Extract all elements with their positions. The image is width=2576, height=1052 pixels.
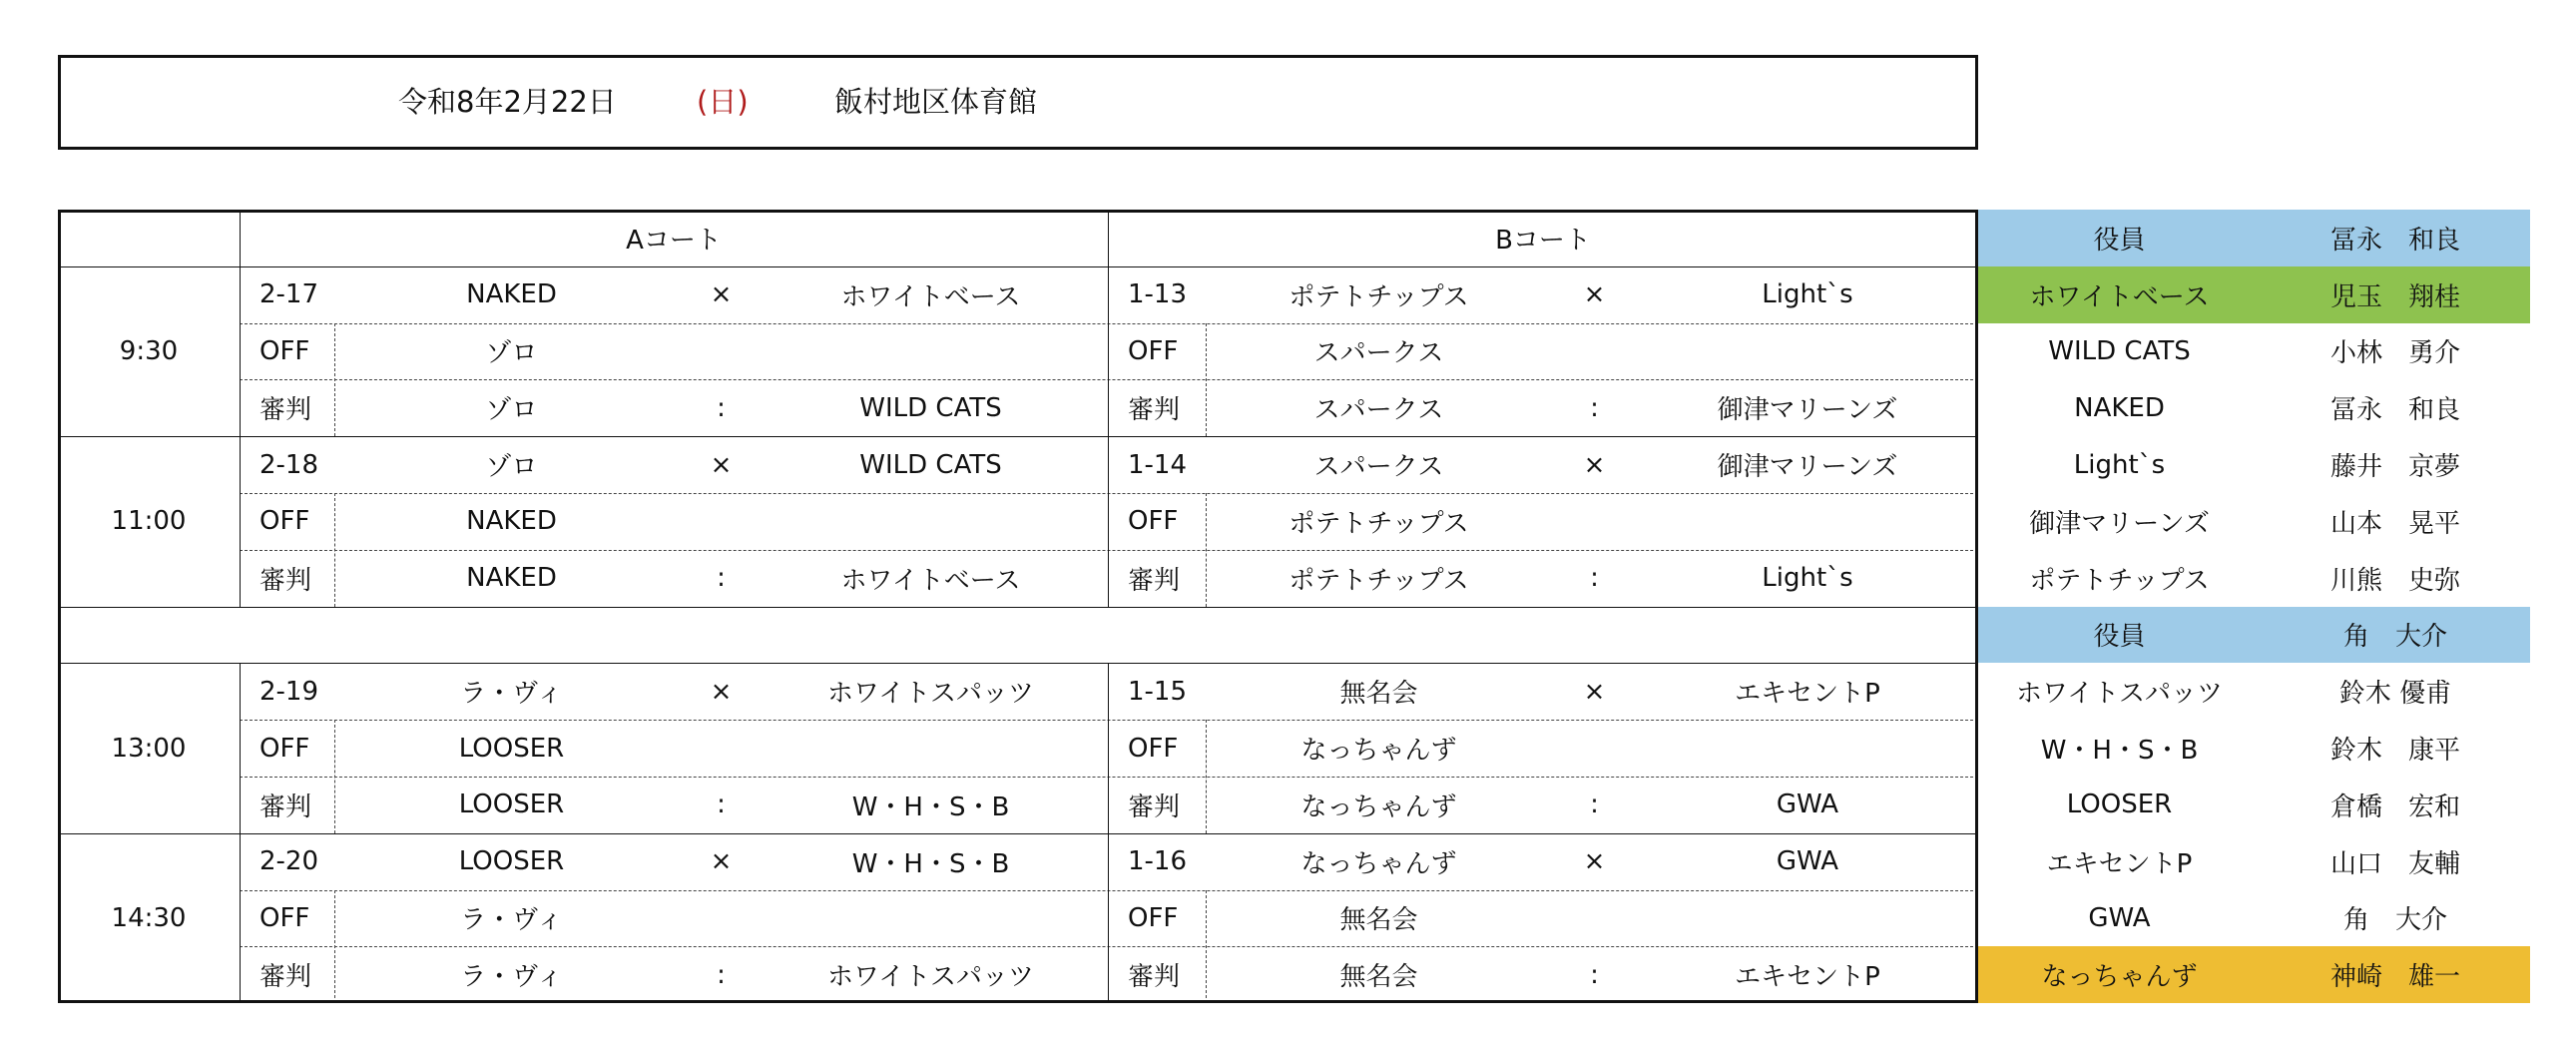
referee-label: 審判	[259, 962, 312, 993]
off-team: NAKED	[466, 506, 557, 537]
off-team: LOOSER	[458, 733, 565, 764]
referee-team-2: ホワイトベース	[840, 565, 1021, 596]
match-team-2: ホワイトスパッツ	[827, 679, 1034, 710]
match-team-1: ポテトチップス	[1288, 281, 1469, 312]
court-a-header: Aコート	[626, 225, 722, 256]
referee-team-1: ラ・ヴィ	[460, 962, 563, 993]
referee-team-2: エキセントP	[1735, 962, 1880, 993]
official-team: WILD CATS	[2048, 335, 2191, 366]
official-team: NAKED	[2074, 392, 2165, 423]
referee-label: 審判	[1128, 565, 1181, 596]
officials-header-label: 役員	[1978, 607, 2261, 664]
colon-mark: :	[717, 563, 726, 594]
row-divider	[240, 890, 1978, 891]
match-team-2: W・H・S・B	[851, 848, 1010, 879]
off-label: OFF	[259, 902, 310, 933]
referee-team-2: 御津マリーンズ	[1717, 395, 1898, 426]
official-name: 冨永 和良	[2329, 395, 2460, 426]
colon-mark: :	[1590, 392, 1599, 423]
court-b-header: Bコート	[1495, 225, 1591, 256]
official-team: W・H・S・B	[2040, 736, 2199, 767]
off-team: 無名会	[1339, 905, 1418, 936]
official-team: ホワイトベース	[1978, 266, 2261, 323]
official-team: GWA	[2088, 902, 2151, 933]
referee-team-2: W・H・S・B	[851, 791, 1010, 822]
match-number: 1-14	[1128, 449, 1188, 480]
referee-team-1: 無名会	[1339, 962, 1418, 993]
colon-mark: :	[1590, 789, 1599, 820]
row-divider	[240, 720, 1978, 721]
column-divider	[1206, 323, 1207, 437]
row-divider	[58, 266, 1978, 267]
colon-mark: :	[717, 959, 726, 990]
off-label: OFF	[259, 506, 310, 537]
referee-team-1: ゾロ	[485, 395, 538, 426]
official-team: ホワイトスパッツ	[2016, 679, 2223, 710]
off-label: OFF	[1128, 335, 1179, 366]
match-number: 2-17	[259, 279, 319, 310]
referee-team-1: LOOSER	[458, 789, 565, 820]
row-divider	[58, 663, 1978, 664]
match-number: 1-16	[1128, 846, 1188, 877]
column-divider	[334, 493, 335, 607]
referee-label: 審判	[259, 791, 312, 822]
column-divider	[334, 323, 335, 437]
event-venue: 飯村地区体育館	[834, 85, 1038, 119]
referee-team-1: ポテトチップス	[1288, 565, 1469, 596]
row-divider	[240, 550, 1978, 551]
match-number: 2-20	[259, 846, 319, 877]
column-divider	[1206, 720, 1207, 833]
match-team-1: なっちゃんず	[1300, 848, 1457, 879]
off-team: ゾロ	[485, 338, 538, 369]
match-team-1: 無名会	[1339, 679, 1418, 710]
official-team: LOOSER	[2066, 789, 2173, 820]
off-team: ポテトチップス	[1288, 508, 1469, 539]
official-name: 鈴木 優甫	[2338, 679, 2452, 710]
versus-mark: ×	[710, 676, 733, 707]
column-divider	[1108, 663, 1109, 1003]
colon-mark: :	[1590, 959, 1599, 990]
referee-team-2: GWA	[1776, 789, 1839, 820]
column-divider	[334, 720, 335, 833]
match-team-1: ゾロ	[485, 452, 538, 483]
officials-header-name: 冨永 和良	[2261, 210, 2530, 266]
referee-label: 審判	[1128, 395, 1181, 426]
official-name: 児玉 翔桂	[2261, 266, 2530, 323]
official-name: 山本 晃平	[2329, 508, 2460, 539]
official-team: Light`s	[2073, 449, 2166, 480]
session-time: 13:00	[111, 733, 187, 764]
off-team: ラ・ヴィ	[460, 905, 563, 936]
official-name: 山口 友輔	[2329, 848, 2460, 879]
match-number: 1-13	[1128, 279, 1188, 310]
match-team-2: エキセントP	[1735, 679, 1880, 710]
official-name: 鈴木 康平	[2329, 736, 2460, 767]
versus-mark: ×	[1583, 279, 1606, 310]
match-number: 1-15	[1128, 676, 1188, 707]
official-team: なっちゃんず	[1978, 946, 2261, 1003]
off-label: OFF	[1128, 506, 1179, 537]
row-divider	[240, 379, 1978, 380]
match-team-2: 御津マリーンズ	[1717, 452, 1898, 483]
official-team: 御津マリーンズ	[2029, 508, 2210, 539]
off-team: スパークス	[1313, 338, 1444, 369]
official-name: 小林 勇介	[2329, 338, 2460, 369]
match-team-2: Light`s	[1762, 279, 1853, 310]
referee-team-1: スパークス	[1313, 395, 1444, 426]
session-time: 9:30	[119, 335, 179, 366]
official-name: 倉橋 宏和	[2329, 791, 2460, 822]
match-team-2: ホワイトベース	[840, 281, 1021, 312]
column-divider	[240, 210, 241, 607]
versus-mark: ×	[710, 449, 733, 480]
column-divider	[1108, 210, 1109, 607]
match-team-1: スパークス	[1313, 452, 1444, 483]
versus-mark: ×	[1583, 676, 1606, 707]
colon-mark: :	[1590, 563, 1599, 594]
off-label: OFF	[259, 733, 310, 764]
session-time: 11:00	[111, 506, 187, 537]
event-date: 令和8年2月22日	[398, 85, 617, 119]
referee-team-1: なっちゃんず	[1300, 791, 1457, 822]
referee-team-1: NAKED	[466, 563, 557, 594]
row-divider	[58, 607, 1978, 608]
colon-mark: :	[717, 789, 726, 820]
off-label: OFF	[1128, 902, 1179, 933]
row-divider	[240, 777, 1978, 778]
match-team-2: GWA	[1776, 846, 1839, 877]
column-divider	[1206, 493, 1207, 607]
versus-mark: ×	[710, 279, 733, 310]
official-name: 角 大介	[2342, 905, 2447, 936]
official-team: エキセントP	[2046, 848, 2193, 879]
official-name: 藤井 京夢	[2329, 452, 2460, 483]
column-divider	[1206, 890, 1207, 1004]
referee-team-2: WILD CATS	[859, 392, 1002, 423]
referee-label: 審判	[259, 395, 312, 426]
match-team-1: LOOSER	[458, 846, 565, 877]
referee-team-2: ホワイトスパッツ	[827, 962, 1034, 993]
referee-label: 審判	[259, 565, 312, 596]
versus-mark: ×	[1583, 846, 1606, 877]
row-divider	[58, 833, 1978, 834]
versus-mark: ×	[1583, 449, 1606, 480]
referee-team-2: Light`s	[1762, 563, 1853, 594]
versus-mark: ×	[710, 846, 733, 877]
row-divider	[240, 493, 1978, 494]
row-divider	[58, 436, 1978, 437]
off-team: なっちゃんず	[1300, 736, 1457, 767]
off-label: OFF	[1128, 733, 1179, 764]
official-team: ポテトチップス	[2029, 565, 2210, 596]
match-team-1: NAKED	[466, 279, 557, 310]
official-name: 川熊 史弥	[2329, 565, 2460, 596]
match-team-2: WILD CATS	[859, 449, 1002, 480]
row-divider	[240, 323, 1978, 324]
referee-label: 審判	[1128, 962, 1181, 993]
official-name: 神崎 雄一	[2261, 946, 2530, 1003]
colon-mark: :	[717, 392, 726, 423]
event-weekday: (日)	[697, 85, 749, 119]
officials-header-name: 角 大介	[2261, 607, 2530, 664]
column-divider	[240, 663, 241, 1003]
match-number: 2-18	[259, 449, 319, 480]
referee-label: 審判	[1128, 791, 1181, 822]
row-divider	[240, 946, 1978, 947]
match-team-1: ラ・ヴィ	[460, 679, 563, 710]
column-divider	[334, 890, 335, 1004]
officials-header-label: 役員	[1978, 210, 2261, 266]
off-label: OFF	[259, 335, 310, 366]
session-time: 14:30	[111, 902, 187, 933]
match-number: 2-19	[259, 676, 319, 707]
